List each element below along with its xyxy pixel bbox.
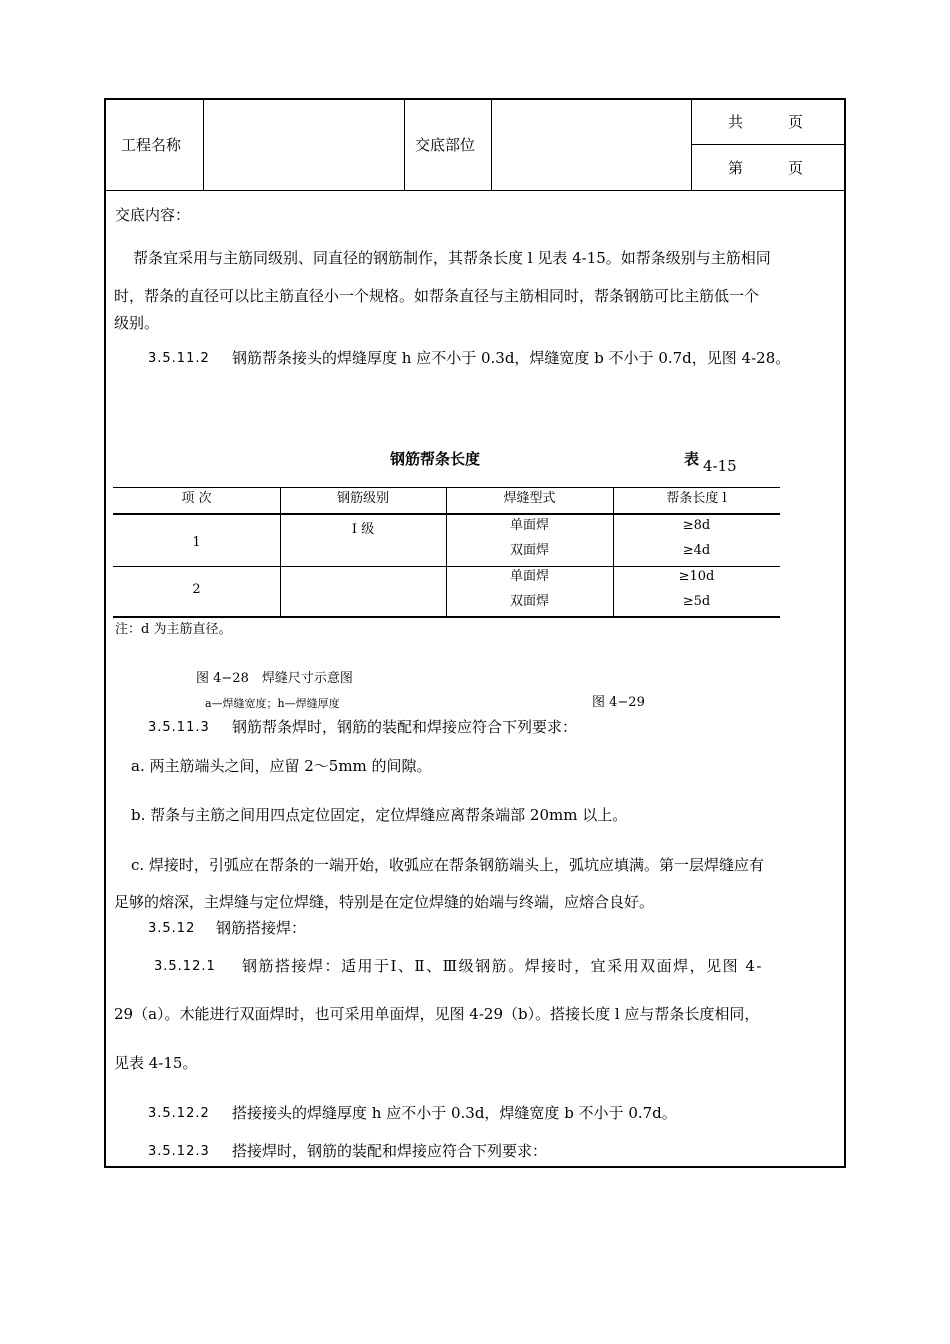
table-header-item: 项 次: [181, 491, 212, 506]
header-divider-3: [491, 98, 492, 190]
figure-4-28-legend: a—焊缝宽度；h—焊缝厚度: [205, 697, 340, 710]
page-number: 第 页: [728, 159, 804, 177]
table-row2-len-a: ≥10d: [678, 569, 715, 584]
header-divider-1: [203, 98, 204, 190]
disclosure-part-label: 交底部位: [415, 136, 476, 154]
table-row1-weld-b: 双面焊: [509, 543, 549, 558]
header-divider-2: [404, 98, 405, 190]
table-header-length: 帮条长度 l: [666, 491, 727, 506]
section-3-5-12-1-line1: 钢筋搭接焊：适用于Ⅰ、Ⅱ、Ⅲ级钢筋。焊接时，宜采用双面焊，见图 4-: [242, 957, 763, 975]
section-3-5-12-2-text: 搭接接头的焊缝厚度 h 应不小于 0.3d，焊缝宽度 b 不小于 0.7d。: [232, 1104, 677, 1122]
para1-line2: 时，帮条的直径可以比主筋直径小一个规格。如帮条直径与主筋相同时，帮条钢筋可比主筋低一个: [114, 287, 760, 305]
item-b: b. 帮条与主筋之间用四点定位固定，定位焊缝应离帮条端部 20mm 以上。: [131, 806, 628, 824]
header-bottom-rule: [104, 190, 846, 191]
figure-4-29-caption: 图 4−29: [592, 695, 645, 710]
table-row1-len-a: ≥8d: [682, 518, 711, 533]
section-3-5-12-1-line2: 29（a）。木能进行双面焊时，也可采用单面焊，见图 4-29（b）。搭接长度 l 应与帮条长度相同，: [114, 1005, 760, 1023]
section-3-5-12-1-line3: 见表 4-15。: [114, 1054, 198, 1072]
table-row1-grade: Ⅰ 级: [351, 522, 375, 537]
table-note: 注：d 为主筋直径。: [115, 622, 232, 637]
table-row2-no: 2: [192, 582, 201, 597]
item-c-line1: c. 焊接时，引弧应在帮条的一端开始，收弧应在帮条钢筋端头上，弧坑应填满。第一层焊缝应有: [131, 856, 764, 874]
project-name-label: 工程名称: [121, 136, 182, 154]
table-row2-weld-b: 双面焊: [509, 594, 549, 609]
table-row1-len-b: ≥4d: [682, 543, 711, 558]
table-label: 表: [684, 450, 700, 468]
table-row1-no: 1: [192, 535, 201, 550]
table-row2-len-b: ≥5d: [682, 594, 711, 609]
section-3-5-12-number: 3.5.12: [148, 921, 196, 936]
section-3-5-12-2-number: 3.5.12.2: [148, 1106, 210, 1121]
table-header-weld-type: 焊缝型式: [503, 491, 556, 506]
section-3-5-11-2-number: 3.5.11.2: [148, 351, 210, 366]
section-3-5-12-text: 钢筋搭接焊：: [216, 919, 307, 937]
section-3-5-11-3-number: 3.5.11.3: [148, 720, 210, 735]
table-row2-weld-a: 单面焊: [509, 569, 549, 584]
section-3-5-12-1-number: 3.5.12.1: [154, 959, 216, 974]
para1-line1: 帮条宜采用与主筋同级别、同直径的钢筋制作，其帮条长度 l 见表 4-15。如帮条级别与主筋相同: [133, 249, 771, 267]
content-label: 交底内容：: [115, 206, 191, 224]
item-c-line2: 足够的熔深，主焊缝与定位焊缝，特别是在定位焊缝的始端与终端，应熔合良好。: [114, 893, 655, 911]
figure-4-28-caption: 图 4−28 焊缝尺寸示意图: [196, 671, 353, 686]
table-number: 4-15: [703, 457, 737, 475]
section-3-5-11-3-text: 钢筋帮条焊时，钢筋的装配和焊接应符合下列要求：: [232, 718, 578, 736]
total-pages: 共 页: [728, 113, 804, 131]
header-page-rule: [691, 144, 845, 145]
table-title: 钢筋帮条长度: [390, 450, 481, 468]
section-3-5-12-3-number: 3.5.12.3: [148, 1144, 210, 1159]
table-row1-weld-a: 单面焊: [509, 518, 549, 533]
section-3-5-12-3-text: 搭接焊时，钢筋的装配和焊接应符合下列要求：: [232, 1142, 548, 1160]
table-header-grade: 钢筋级别: [336, 491, 389, 506]
para1-line3: 级别。: [114, 314, 160, 332]
item-a: a. 两主筋端头之间，应留 2～5mm 的间隙。: [131, 757, 432, 775]
section-3-5-11-2-text: 钢筋帮条接头的焊缝厚度 h 应不小于 0.3d，焊缝宽度 b 不小于 0.7d，见图 4-28。: [232, 349, 791, 367]
